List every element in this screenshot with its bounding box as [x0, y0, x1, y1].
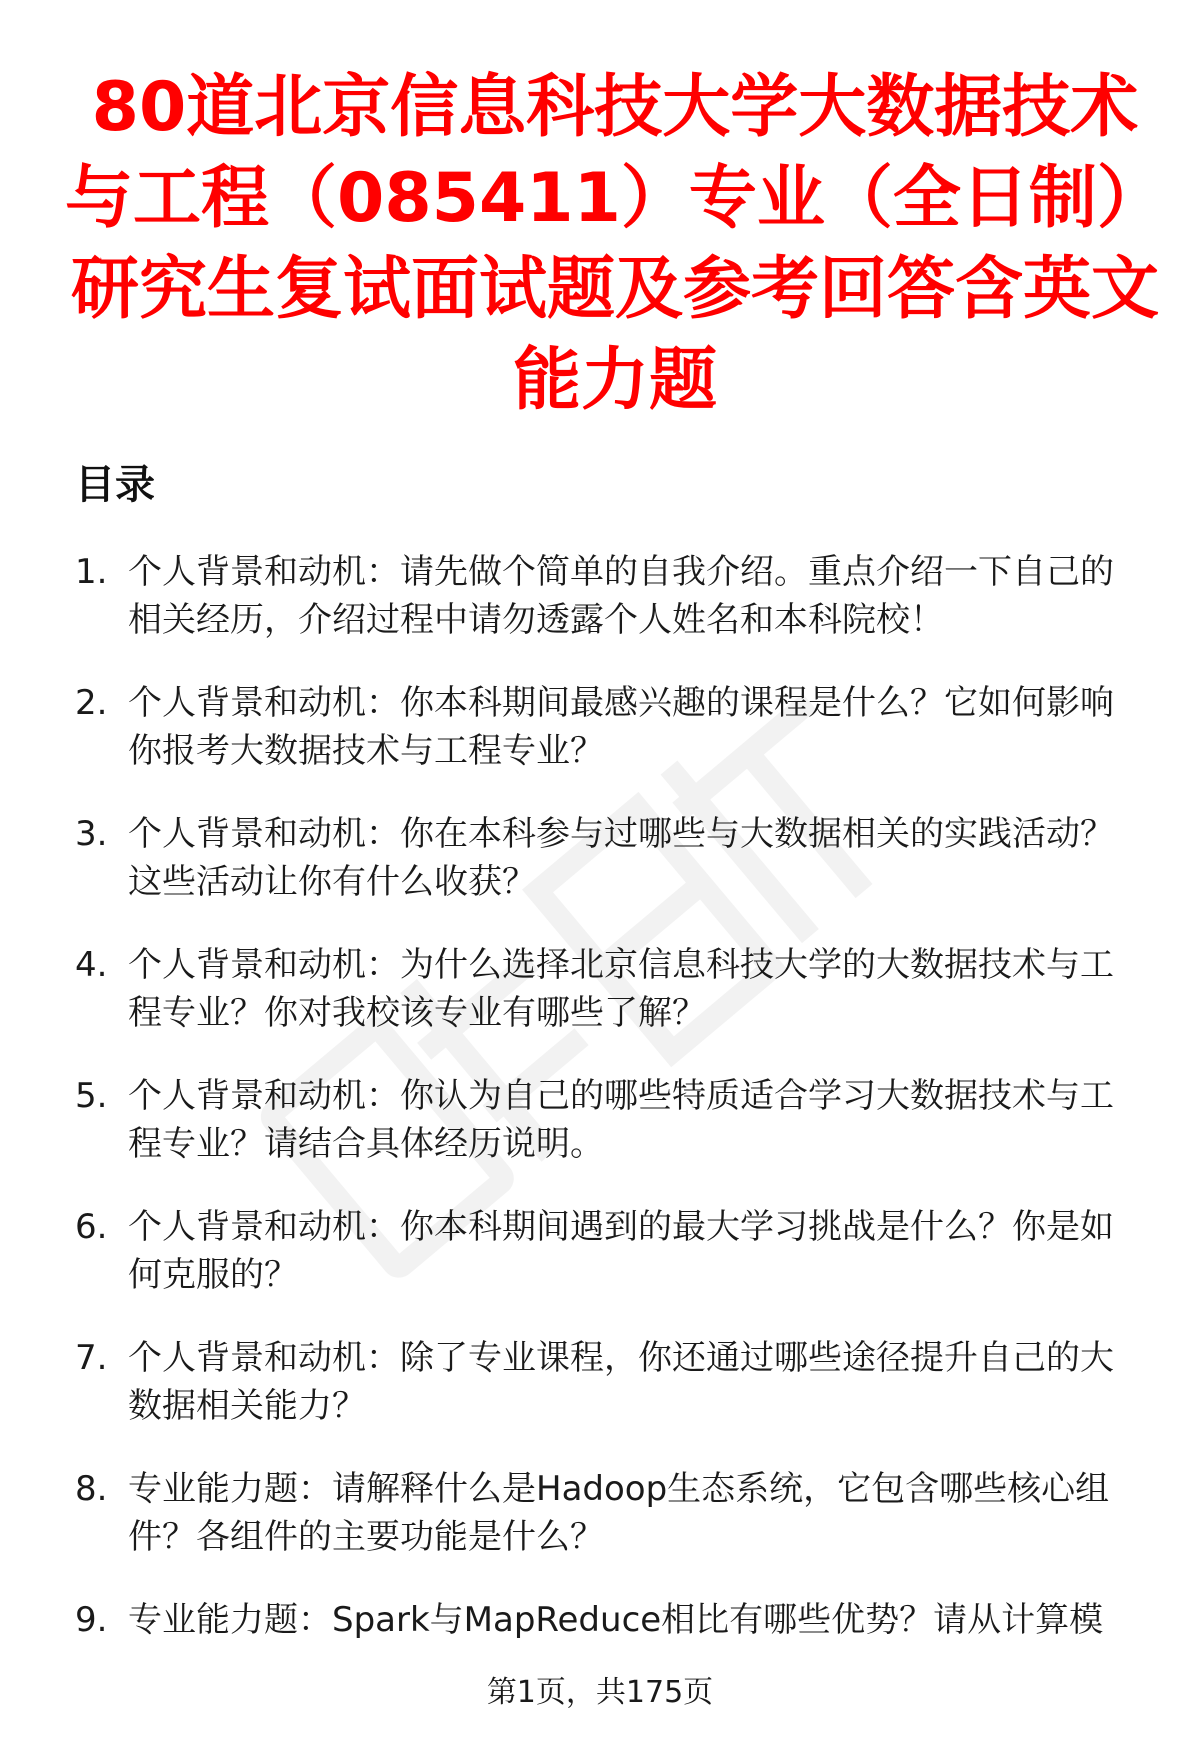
toc-item-text: 个人背景和动机：请先做个简单的自我介绍。重点介绍一下自己的相关经历，介绍过程中请勿透露个人姓名和本科院校！: [128, 552, 1114, 640]
toc-item-number: 2.: [75, 683, 108, 723]
toc-item[interactable]: [75, 810, 1145, 906]
toc-item-text: 专业能力题：请解释什么是Hadoop生态系统，它包含哪些核心组件？各组件的主要功能是什么？: [128, 1469, 1110, 1557]
toc-item-number: 6.: [75, 1207, 108, 1247]
toc-item-text: 个人背景和动机：你本科期间遇到的最大学习挑战是什么？你是如何克服的？: [128, 1207, 1114, 1295]
toc-item-number: 9.: [75, 1600, 108, 1640]
toc-item-text: 个人背景和动机：为什么选择北京信息科技大学的大数据技术与工程专业？你对我校该专业有哪些了解？: [128, 945, 1114, 1033]
toc-item-text: 个人背景和动机：除了专业课程，你还通过哪些途径提升自己的大数据相关能力？: [128, 1338, 1114, 1426]
toc-item-number: 8.: [75, 1469, 108, 1509]
toc-item-text: 个人背景和动机：你认为自己的哪些特质适合学习大数据技术与工程专业？请结合具体经历说明。: [128, 1076, 1114, 1164]
toc-item-text: 个人背景和动机：你本科期间最感兴趣的课程是什么？它如何影响你报考大数据技术与工程专业？: [128, 683, 1114, 771]
page-indicator: 第1页，共175页: [486, 1675, 714, 1710]
toc-item[interactable]: [75, 548, 1145, 644]
toc-item[interactable]: [75, 1072, 1145, 1168]
toc-item[interactable]: [75, 679, 1145, 775]
document-title: 80道北京信息科技大学大数据技术与工程（085411）专业（全日制）研究生复试面试题及参考回答含英文能力题: [65, 68, 1165, 420]
toc-item[interactable]: [75, 1596, 1145, 1644]
toc-item-number: 3.: [75, 814, 108, 854]
toc-item[interactable]: [75, 941, 1145, 1037]
toc-item-number: 4.: [75, 945, 108, 985]
toc-item-number: 7.: [75, 1338, 108, 1378]
toc-item-text: 个人背景和动机：你在本科参与过哪些与大数据相关的实践活动？这些活动让你有什么收获？: [128, 814, 1114, 902]
toc-item[interactable]: [75, 1334, 1145, 1430]
toc-item-text: 专业能力题：Spark与MapReduce相比有哪些优势？请从计算模: [128, 1600, 1104, 1640]
toc-item[interactable]: [75, 1203, 1145, 1299]
toc-item-number: 5.: [75, 1076, 108, 1116]
toc-list: [75, 548, 1145, 1679]
toc-item-number: 1.: [75, 552, 108, 592]
toc-item[interactable]: [75, 1465, 1145, 1561]
toc-heading: 目录: [75, 462, 155, 508]
